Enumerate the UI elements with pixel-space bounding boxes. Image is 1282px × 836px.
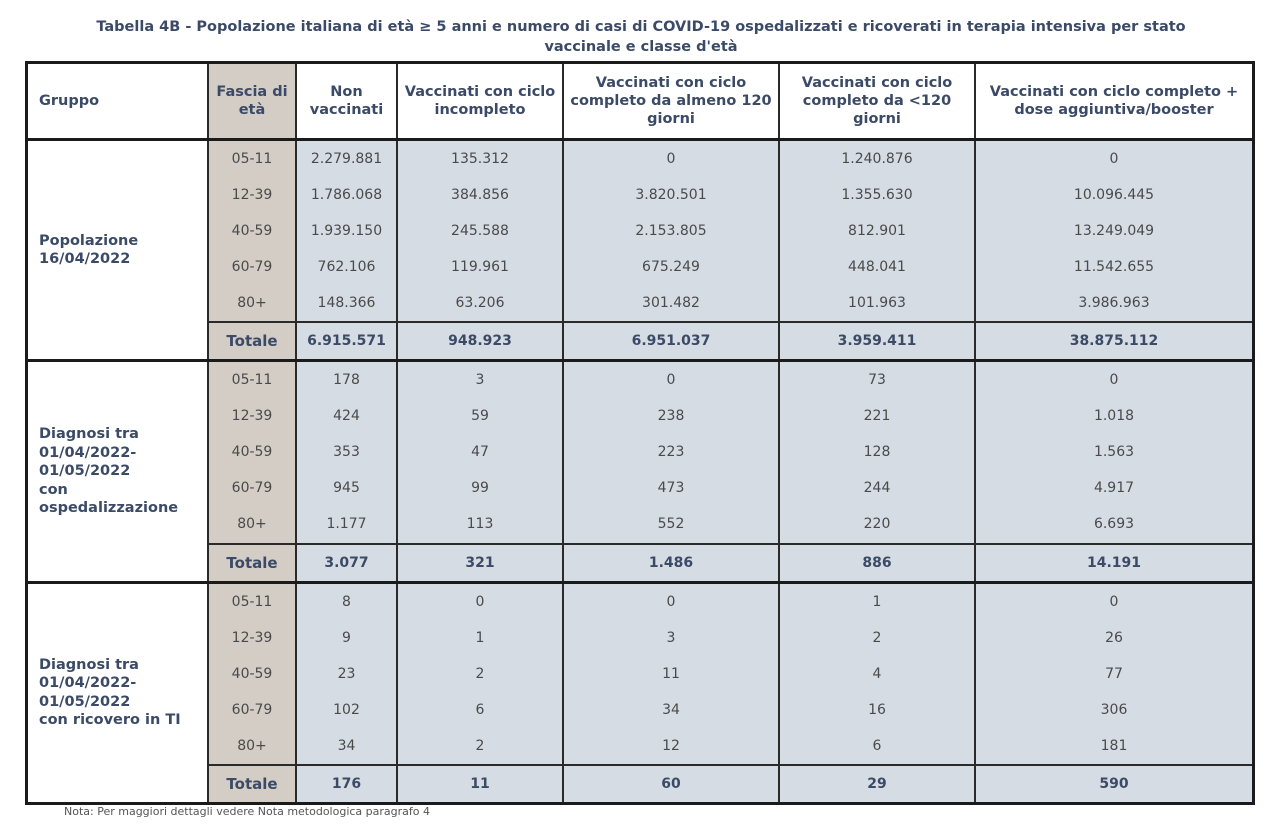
value-cell: 3 [563,620,779,656]
value-cell: 73 [779,361,975,399]
total-value-cell: 1.486 [563,544,779,583]
value-cell: 223 [563,434,779,470]
value-cell: 1.786.068 [296,177,397,213]
value-cell: 1.355.630 [779,177,975,213]
value-cell: 8 [296,582,397,620]
value-cell: 119.961 [397,249,563,285]
total-value-cell: 14.191 [975,544,1252,583]
value-cell: 99 [397,470,563,506]
header-ciclo-incompleto: Vaccinati con ciclo incompleto [397,64,563,140]
value-cell: 245.588 [397,213,563,249]
total-value-cell: 948.923 [397,322,563,361]
value-cell: 12 [563,728,779,765]
table-row [28,398,1252,434]
value-cell: 10.096.445 [975,177,1252,213]
value-cell: 4.917 [975,470,1252,506]
value-cell: 2 [397,728,563,765]
table-row [28,285,1252,322]
header-booster: Vaccinati con ciclo completo + dose aggiuntiva/booster [975,64,1252,140]
total-label: Totale [208,544,296,583]
value-cell: 77 [975,656,1252,692]
value-cell: 675.249 [563,249,779,285]
value-cell: 3 [397,361,563,399]
value-cell: 353 [296,434,397,470]
age-cell: 60-79 [208,470,296,506]
age-cell: 80+ [208,285,296,322]
table-row [28,177,1252,213]
total-value-cell: 60 [563,765,779,802]
value-cell: 11 [563,656,779,692]
total-value-cell: 886 [779,544,975,583]
total-value-cell: 6.915.571 [296,322,397,361]
total-value-cell: 6.951.037 [563,322,779,361]
value-cell: 181 [975,728,1252,765]
table-row [28,728,1252,765]
value-cell: 945 [296,470,397,506]
value-cell: 113 [397,506,563,543]
value-cell: 0 [975,582,1252,620]
age-cell: 80+ [208,506,296,543]
value-cell: 0 [563,361,779,399]
value-cell: 13.249.049 [975,213,1252,249]
value-cell: 424 [296,398,397,434]
table-row [28,620,1252,656]
value-cell: 34 [296,728,397,765]
value-cell: 16 [779,692,975,728]
table-row [28,582,1252,620]
header-row [28,64,1252,140]
value-cell: 34 [563,692,779,728]
table-row [28,434,1252,470]
value-cell: 26 [975,620,1252,656]
value-cell: 812.901 [779,213,975,249]
value-cell: 4 [779,656,975,692]
value-cell: 6 [397,692,563,728]
age-cell: 60-79 [208,692,296,728]
header-fascia-eta: Fascia di età [208,64,296,140]
value-cell: 762.106 [296,249,397,285]
value-cell: 0 [563,582,779,620]
value-cell: 1.939.150 [296,213,397,249]
table-row [28,361,1252,399]
value-cell: 1 [779,582,975,620]
total-value-cell: 3.077 [296,544,397,583]
total-value-cell: 3.959.411 [779,322,975,361]
header-gruppo: Gruppo [28,64,208,140]
value-cell: 1.240.876 [779,140,975,178]
value-cell: 3.986.963 [975,285,1252,322]
value-cell: 1 [397,620,563,656]
age-cell: 12-39 [208,398,296,434]
value-cell: 238 [563,398,779,434]
age-cell: 40-59 [208,213,296,249]
value-cell: 244 [779,470,975,506]
table-row [28,506,1252,543]
age-cell: 05-11 [208,140,296,178]
total-row [28,322,1252,361]
table-title-line-1: Tabella 4B - Popolazione italiana di età ≥ 5 anni e numero di casi di COVID-19 ospedalizzati e ricoverati in terapia intensiva per stato [96,19,1186,35]
value-cell: 473 [563,470,779,506]
value-cell: 11.542.655 [975,249,1252,285]
total-value-cell: 38.875.112 [975,322,1252,361]
value-cell: 135.312 [397,140,563,178]
total-value-cell: 321 [397,544,563,583]
total-value-cell: 176 [296,765,397,802]
total-value-cell: 11 [397,765,563,802]
header-ciclo-completo-120-minus: Vaccinati con ciclo completo da <120 giorni [779,64,975,140]
group-label: Diagnosi tra 01/04/2022- 01/05/2022 con ricovero in TI [28,582,208,802]
value-cell: 6.693 [975,506,1252,543]
value-cell: 448.041 [779,249,975,285]
value-cell: 0 [563,140,779,178]
data-table [28,64,1252,802]
value-cell: 306 [975,692,1252,728]
age-cell: 12-39 [208,620,296,656]
header-ciclo-completo-120-plus: Vaccinati con ciclo completo da almeno 120 giorni [563,64,779,140]
value-cell: 221 [779,398,975,434]
value-cell: 148.366 [296,285,397,322]
data-table-frame [25,61,1255,805]
value-cell: 47 [397,434,563,470]
table-row [28,692,1252,728]
age-cell: 60-79 [208,249,296,285]
value-cell: 59 [397,398,563,434]
age-cell: 40-59 [208,434,296,470]
value-cell: 178 [296,361,397,399]
value-cell: 384.856 [397,177,563,213]
age-cell: 40-59 [208,656,296,692]
value-cell: 128 [779,434,975,470]
total-row [28,544,1252,583]
value-cell: 102 [296,692,397,728]
value-cell: 2.279.881 [296,140,397,178]
value-cell: 0 [397,582,563,620]
value-cell: 1.018 [975,398,1252,434]
total-label: Totale [208,765,296,802]
value-cell: 552 [563,506,779,543]
value-cell: 3.820.501 [563,177,779,213]
footnote: Nota: Per maggiori dettagli vedere Nota metodologica paragrafo 4 [64,805,430,818]
total-value-cell: 590 [975,765,1252,802]
value-cell: 63.206 [397,285,563,322]
total-row [28,765,1252,802]
value-cell: 220 [779,506,975,543]
header-non-vaccinati: Non vaccinati [296,64,397,140]
value-cell: 2 [779,620,975,656]
value-cell: 301.482 [563,285,779,322]
table-body [28,140,1252,803]
value-cell: 9 [296,620,397,656]
value-cell: 1.563 [975,434,1252,470]
table-row [28,249,1252,285]
value-cell: 23 [296,656,397,692]
table-title-line-2: vaccinale e classe d'età [544,39,738,55]
value-cell: 0 [975,140,1252,178]
value-cell: 6 [779,728,975,765]
age-cell: 05-11 [208,361,296,399]
age-cell: 80+ [208,728,296,765]
value-cell: 1.177 [296,506,397,543]
table-row [28,470,1252,506]
group-label: Diagnosi tra 01/04/2022- 01/05/2022 con ospedalizzazione [28,361,208,582]
table-title [0,16,1282,58]
group-label: Popolazione 16/04/2022 [28,140,208,361]
value-cell: 0 [975,361,1252,399]
total-value-cell: 29 [779,765,975,802]
table-row [28,656,1252,692]
age-cell: 12-39 [208,177,296,213]
table-row [28,140,1252,178]
total-label: Totale [208,322,296,361]
value-cell: 2.153.805 [563,213,779,249]
value-cell: 2 [397,656,563,692]
age-cell: 05-11 [208,582,296,620]
value-cell: 101.963 [779,285,975,322]
table-row [28,213,1252,249]
